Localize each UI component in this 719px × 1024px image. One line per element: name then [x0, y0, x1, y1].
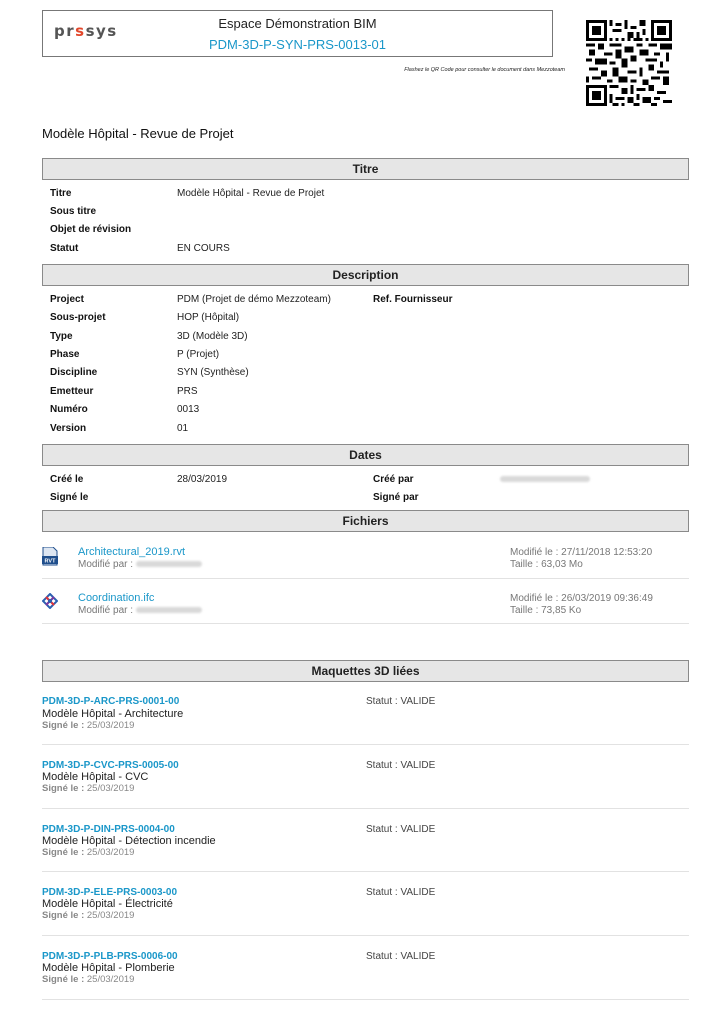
fichiers-section-header: Fichiers: [42, 510, 689, 532]
objet-revision-label: Objet de révision: [50, 224, 132, 235]
phase-value: P (Projet): [177, 349, 220, 360]
maquette-code-arc[interactable]: PDM-3D-P-ARC-PRS-0001-00: [42, 696, 180, 707]
file-modified-by-architectural: Modifié par :: [78, 559, 202, 570]
rvt-file-icon: [42, 547, 58, 566]
file-size-architectural: Taille : 63,03 Mo: [510, 559, 583, 570]
maquette-code-din[interactable]: PDM-3D-P-DIN-PRS-0004-00: [42, 824, 175, 835]
maquette-signed-cvc: Signé le : 25/03/2019: [42, 783, 135, 794]
maquette-code-cvc[interactable]: PDM-3D-P-CVC-PRS-0005-00: [42, 760, 179, 771]
prosys-logo: prssys: [54, 22, 118, 40]
cree-le-label: Créé le: [50, 474, 84, 485]
maquette-name-arc: Modèle Hôpital - Architecture: [42, 708, 184, 720]
qr-code-icon[interactable]: [586, 18, 672, 108]
sous-projet-label: Sous-projet: [50, 312, 106, 323]
maquette-code-plb[interactable]: PDM-3D-P-PLB-PRS-0006-00: [42, 951, 178, 962]
dates-section-header: Dates: [42, 444, 689, 466]
cree-le-value: 28/03/2019: [177, 474, 228, 485]
version-label: Version: [50, 423, 87, 434]
maquette-signed-arc: Signé le : 25/03/2019: [42, 720, 135, 731]
sous-projet-value: HOP (Hôpital): [177, 312, 240, 323]
numero-label: Numéro: [50, 404, 88, 415]
sous-titre-label: Sous titre: [50, 206, 97, 217]
maquette-separator: [42, 935, 689, 936]
discipline-value: SYN (Synthèse): [177, 367, 249, 378]
file-separator: [42, 578, 689, 579]
file-modified-date-coordination: Modifié le : 26/03/2019 09:36:49: [510, 593, 653, 604]
maquette-separator: [42, 744, 689, 745]
phase-label: Phase: [50, 349, 80, 360]
maquette-name-cvc: Modèle Hôpital - CVC: [42, 771, 149, 783]
maquette-status-ele: Statut : VALIDE: [366, 887, 436, 898]
qr-note: Flashez le QR Code pour consulter le document dans Mezzoteam: [404, 67, 565, 73]
maquette-signed-ele: Signé le : 25/03/2019: [42, 910, 135, 921]
ref-fournisseur-label: Ref. Fournisseur: [373, 294, 453, 305]
svg-text:RVT: RVT: [44, 558, 56, 565]
emetteur-label: Emetteur: [50, 386, 94, 397]
maquette-status-plb: Statut : VALIDE: [366, 951, 436, 962]
maquette-name-plb: Modèle Hôpital - Plomberie: [42, 962, 175, 974]
maquette-signed-din: Signé le : 25/03/2019: [42, 847, 135, 858]
titre-section-header: Titre: [42, 158, 689, 180]
titre-label: Titre: [50, 188, 72, 199]
project-value: PDM (Projet de démo Mezzoteam): [177, 294, 331, 305]
description-section-header: Description: [42, 264, 689, 286]
ifc-file-icon: [42, 593, 58, 609]
version-value: 01: [177, 423, 189, 434]
file-separator: [42, 623, 689, 624]
maquette-code-ele[interactable]: PDM-3D-P-ELE-PRS-0003-00: [42, 887, 178, 898]
maquette-status-cvc: Statut : VALIDE: [366, 760, 436, 771]
maquette-name-ele: Modèle Hôpital - Électricité: [42, 898, 173, 910]
maquette-separator: [42, 999, 689, 1000]
file-link-architectural[interactable]: Architectural_2019.rvt: [78, 546, 185, 558]
file-modified-date-architectural: Modifié le : 27/11/2018 12:53:20: [510, 547, 653, 558]
type-label: Type: [50, 331, 73, 342]
cree-par-value-redacted: [500, 474, 590, 485]
document-code[interactable]: PDM-3D-P-SYN-PRS-0013-01: [209, 37, 386, 52]
maquette-name-din: Modèle Hôpital - Détection incendie: [42, 835, 216, 847]
type-value: 3D (Modèle 3D): [177, 331, 248, 342]
emetteur-value: PRS: [177, 386, 198, 397]
maquette-status-din: Statut : VALIDE: [366, 824, 436, 835]
cree-par-label: Créé par: [373, 474, 414, 485]
file-size-coordination: Taille : 73,85 Ko: [510, 605, 582, 616]
file-modified-by-coordination: Modifié par :: [78, 605, 202, 616]
statut-label: Statut: [50, 243, 79, 254]
discipline-label: Discipline: [50, 367, 98, 378]
titre-value: Modèle Hôpital - Revue de Projet: [177, 188, 325, 199]
space-title: Espace Démonstration BIM: [218, 16, 377, 31]
maquette-signed-plb: Signé le : 25/03/2019: [42, 974, 135, 985]
signe-le-label: Signé le: [50, 492, 89, 503]
statut-value: EN COURS: [177, 243, 230, 254]
project-label: Project: [50, 294, 84, 305]
document-title: Modèle Hôpital - Revue de Projet: [42, 126, 234, 141]
maquette-separator: [42, 808, 689, 809]
maquettes-section-header: Maquettes 3D liées: [42, 660, 689, 682]
signe-par-label: Signé par: [373, 492, 419, 503]
maquette-separator: [42, 871, 689, 872]
file-link-coordination[interactable]: Coordination.ifc: [78, 592, 155, 604]
maquette-status-arc: Statut : VALIDE: [366, 696, 436, 707]
numero-value: 0013: [177, 404, 200, 415]
